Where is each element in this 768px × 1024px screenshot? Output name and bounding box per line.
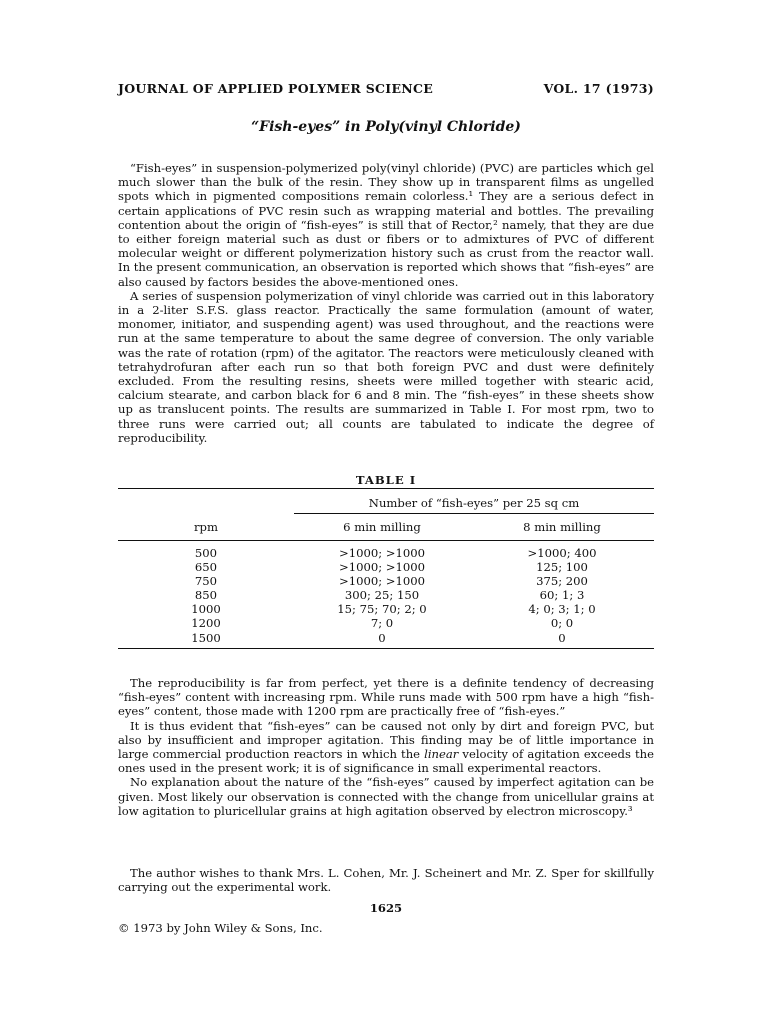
group-header: Number of “fish-eyes” per 25 sq cm <box>294 493 654 514</box>
intro-paragraph-2: A series of suspension polymerization of vinyl chloride was carried out in this laboratory in a 2-liter S.F.S. glass reactor. Practically the same formulation (amount of water, monomer, initiator, and suspending agent) was used throughout, and the reactions were run at the same temperature to about the same degree of conversion. The only variable was the rate of rotation (rpm) of the agitator. The reactors were meticulously cleaned with tetrahydrofuran after each run so that both foreign PVC and dust were definitely excluded. From the resulting resins, sheets were milled together with stearic acid, calcium stearate, and carbon black for 6 and 8 min. The “fish-eyes” in these sheets show up as translucent points. The results are summarized in Table I. For most rpm, two to three runs were carried out; all counts are tabulated to indicate the degree of reproducibility. <box>118 288 654 445</box>
table-row <box>118 588 654 602</box>
acknowledgment-section <box>118 866 654 894</box>
page-number: 1625 <box>369 901 403 915</box>
discussion-paragraph-2 <box>118 719 654 776</box>
cell-6min: >1000; >1000 <box>338 560 426 575</box>
cell-8min: 4; 0; 3; 1; 0 <box>528 602 596 617</box>
cell-8min: 125; 100 <box>536 560 588 575</box>
table-row <box>118 560 654 574</box>
emphasis-text: linear <box>424 747 459 762</box>
column-header-rpm: rpm <box>118 514 294 541</box>
discussion-paragraph-3: No explanation about the nature of the “fish-eyes” caused by imperfect agitation can be given. Most likely our observation is connected with the change from unicellular grains at low agitation to pluricellular grains at high agitation observed by electron microscopy.³ <box>118 775 654 818</box>
cell-rpm: 1000 <box>191 602 221 617</box>
discussion-text: It is thus evident that “fish-eyes” can be caused not only by dirt and foreign PVC, but also by insufficient and improper agitation. This finding may be of little importance in large commercial production reactors in which the <box>118 718 654 762</box>
running-header <box>118 81 654 96</box>
cell-6min: >1000; >1000 <box>338 574 426 589</box>
cell-rpm: 750 <box>194 574 218 589</box>
article-title: “Fish-eyes” in Poly(vinyl Chloride) <box>251 119 521 135</box>
cell-6min: 15; 75; 70; 2; 0 <box>337 602 427 617</box>
cell-8min: 0 <box>470 631 654 649</box>
cell-rpm: 850 <box>194 588 218 603</box>
table-row <box>118 616 654 630</box>
cell-8min: 60; 1; 3 <box>539 588 585 603</box>
cell-6min: 300; 25; 150 <box>344 588 420 603</box>
cell-8min: 375; 200 <box>536 574 588 589</box>
intro-section <box>118 161 654 445</box>
cell-6min: 0 <box>294 631 470 649</box>
cell-6min: >1000; >1000 <box>338 546 426 560</box>
discussion-paragraph-1: The reproducibility is far from perfect, yet there is a definite tendency of decreasing “fish-eyes” content with increasing rpm. While runs made with 500 rpm have a high “fish-eyes” content, those made with 1200 rpm are practically free of “fish-eyes.” <box>118 676 654 719</box>
volume-info: VOL. 17 (1973) <box>543 81 654 96</box>
copyright-notice: © 1973 by John Wiley & Sons, Inc. <box>118 921 323 935</box>
cell-6min: 7; 0 <box>370 616 394 631</box>
table-row <box>118 574 654 588</box>
discussion-section <box>118 676 654 818</box>
discussion-text: velocity of agitation exceeds the ones used in the present work; it is of significance in small experimental reactors. <box>118 747 654 776</box>
column-header-8min: 8 min milling <box>470 514 654 541</box>
table-row <box>118 602 654 616</box>
table-row <box>118 541 654 561</box>
intro-paragraph-1: “Fish-eyes” in suspension-polymerized poly(vinyl chloride) (PVC) are particles which gel much slower than the bulk of the resin. They show up in transparent films as ungelled spots which in pigmented compositions remain colorless.¹ They are a serious defect in certain applications of PVC resin such as wrapping material and bottles. The prevailing contention about the origin of “fish-eyes” is still that of Rector,² namely, that they are due to either foreign material such as dust or fibers or to admixtures of PVC of different molecular weight or different polymerization history such as crust from the reactor wall. In the present communication, an observation is reported which shows that “fish-eyes” are also caused by factors besides the above-mentioned ones. <box>118 161 654 289</box>
cell-8min: 0; 0 <box>550 616 574 631</box>
cell-rpm: 500 <box>194 546 218 560</box>
results-table <box>118 488 654 649</box>
cell-rpm: 1500 <box>118 631 294 649</box>
table-caption: TABLE I <box>355 473 417 487</box>
column-header-6min: 6 min milling <box>294 514 470 541</box>
cell-rpm: 650 <box>194 560 218 575</box>
journal-name: JOURNAL OF APPLIED POLYMER SCIENCE <box>118 81 434 96</box>
table-group-header-row <box>118 493 654 514</box>
acknowledgment-text: The author wishes to thank Mrs. L. Cohen, Mr. J. Scheinert and Mr. Z. Sper for skillfully carrying out the experimental work. <box>118 866 654 895</box>
cell-rpm: 1200 <box>191 616 221 631</box>
cell-8min: >1000; 400 <box>527 546 597 560</box>
table-row <box>118 631 654 649</box>
table-column-header-row <box>118 514 654 541</box>
